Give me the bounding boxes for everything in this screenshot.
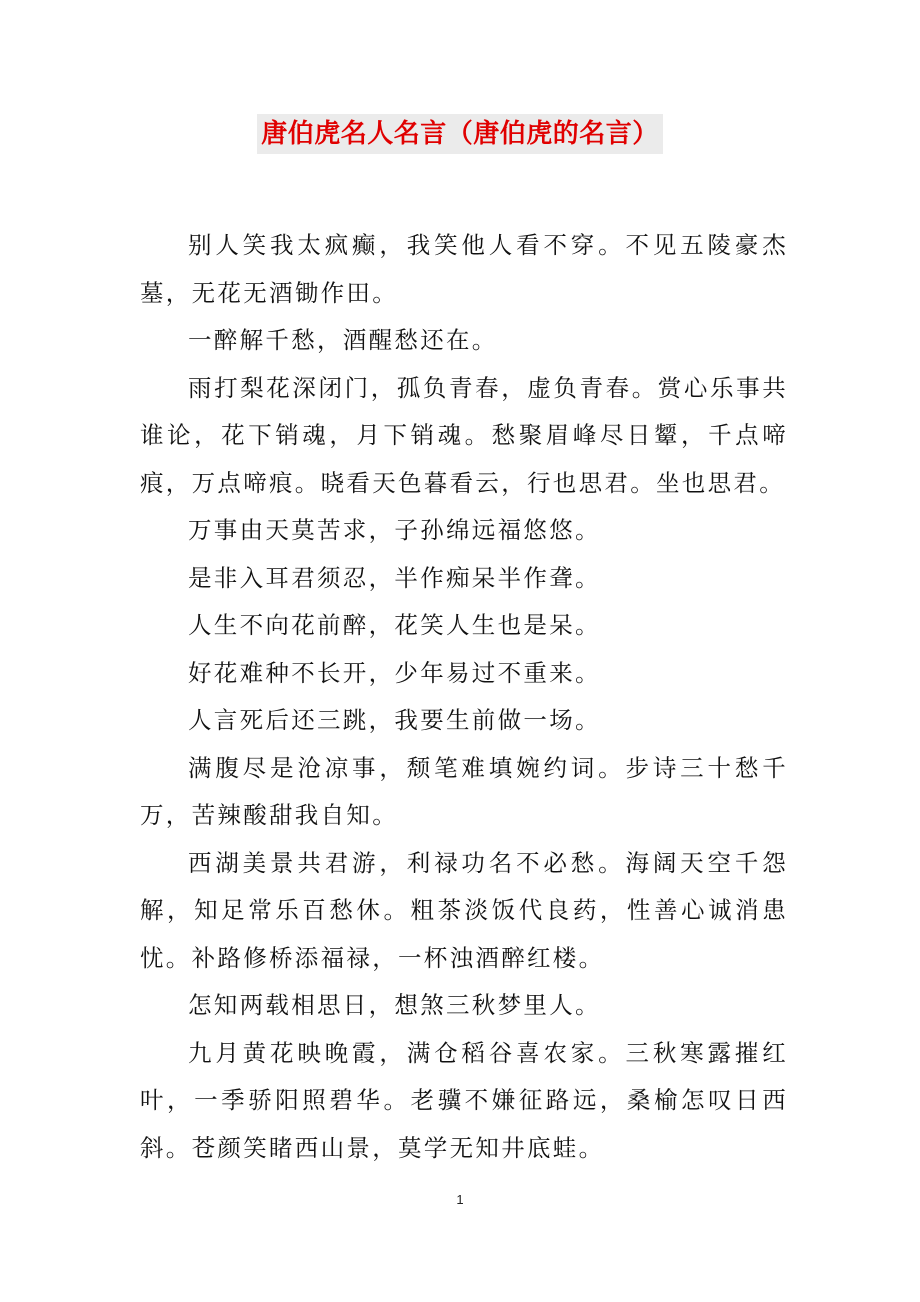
paragraph-11: 怎知两载相思日，想煞三秋梦里人。 (188, 991, 601, 1019)
document-body (140, 222, 788, 1172)
paragraph-6: 人生不向花前醉，花笑人生也是呆。 (188, 611, 601, 639)
document-title: 唐伯虎名人名言（唐伯虎的名言） (257, 114, 663, 154)
paragraph-2: 一醉解千愁，酒醒愁还在。 (188, 326, 498, 354)
paragraph-5: 是非入耳君须忍，半作痴呆半作聋。 (188, 563, 601, 592)
paragraph-12: 九月黄花映晚霞，满仓稻谷喜农家。三秋寒露摧红叶，一季骄阳照碧华。老骥不嫌征路远，桑榆怎叹日西斜。苍颜笑睹西山景，莫学无知井底蛙。 (140, 1038, 788, 1162)
paragraph-4: 万事由天莫苦求，子孙绵远福悠悠。 (188, 516, 601, 544)
paragraph-3: 雨打梨花深闭门，孤负青春，虚负青春。赏心乐事共谁论，花下销魂，月下销魂。愁聚眉峰尽日颦，千点啼痕，万点啼痕。晓看天色暮看云，行也思君。坐也思君。 (140, 373, 788, 497)
title-container (0, 114, 920, 154)
paragraph-1: 别人笑我太疯癫，我笑他人看不穿。不见五陵豪杰墓，无花无酒锄作田。 (140, 231, 788, 307)
paragraph-8: 人言死后还三跳，我要生前做一场。 (188, 706, 601, 734)
paragraph-9: 满腹尽是沧凉事，颓笔难填婉约词。步诗三十愁千万，苦辣酸甜我自知。 (140, 753, 788, 829)
paragraph-7: 好花难种不长开，少年易过不重来。 (188, 658, 601, 687)
page-number: 1 (456, 1192, 464, 1207)
paragraph-10: 西湖美景共君游，利禄功名不必愁。海阔天空千怨解，知足常乐百愁休。粗茶淡饭代良药，性善心诚消患忧。补路修桥添福禄，一杯浊酒醉红楼。 (140, 848, 788, 972)
